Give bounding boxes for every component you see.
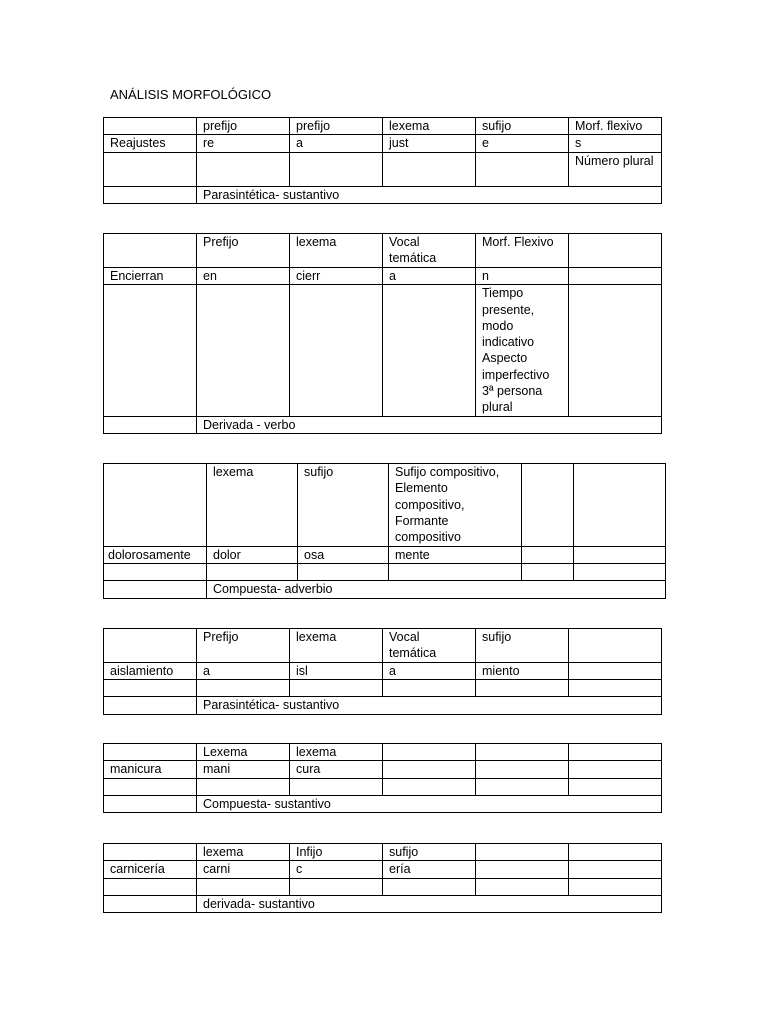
table-cell	[104, 878, 197, 895]
table-cell	[569, 680, 662, 697]
table-cell	[569, 844, 662, 861]
table-cell	[197, 152, 290, 186]
table-row	[104, 268, 662, 285]
table-cell	[383, 285, 476, 416]
table-cell: sufijo	[383, 844, 476, 861]
word-cell: Encierran	[104, 268, 197, 285]
table-cell	[104, 416, 197, 433]
table-cell	[574, 547, 666, 564]
table-cell: a	[197, 663, 290, 680]
table-cell	[522, 547, 574, 564]
classification-cell: Parasintética- sustantivo	[197, 697, 662, 714]
table-cell: mente	[389, 547, 522, 564]
table-cell: Sufijo compositivo, Elemento compositivo, Formante compositivo	[389, 464, 522, 547]
table-cell	[104, 795, 197, 812]
table-cell	[104, 285, 197, 416]
table-cell: sufijo	[298, 464, 389, 547]
table-row	[104, 416, 662, 433]
table-row	[104, 152, 662, 186]
table-cell: carni	[197, 861, 290, 878]
table-cell	[476, 844, 569, 861]
table-cell	[569, 761, 662, 778]
table-cell	[104, 581, 207, 598]
table-cell	[290, 778, 383, 795]
table-cell	[104, 118, 197, 135]
table-cell: isl	[290, 663, 383, 680]
table-cell: cura	[290, 761, 383, 778]
table-cell	[569, 744, 662, 761]
table-cell: lexema	[383, 118, 476, 135]
table-cell	[104, 186, 197, 203]
table-cell	[383, 878, 476, 895]
table-cell: Morf. flexivo	[569, 118, 662, 135]
table-cell	[476, 680, 569, 697]
table-row	[104, 861, 662, 878]
table-cell: Vocal temática	[383, 234, 476, 268]
table-row	[104, 895, 662, 912]
table-cell	[569, 268, 662, 285]
table-cell	[522, 564, 574, 581]
table-cell: en	[197, 268, 290, 285]
table-cell	[574, 464, 666, 547]
table-cell: Lexema	[197, 744, 290, 761]
table-cell	[290, 152, 383, 186]
table-cell	[104, 629, 197, 663]
table-cell: a	[290, 135, 383, 152]
table-cell	[383, 778, 476, 795]
table-cell: lexema	[207, 464, 298, 547]
table-cell	[290, 285, 383, 416]
table-cell: Prefijo	[197, 629, 290, 663]
table-cell	[197, 285, 290, 416]
table-row	[104, 186, 662, 203]
table-cell	[298, 564, 389, 581]
table-cell	[383, 680, 476, 697]
table-cell	[569, 861, 662, 878]
table-row	[104, 663, 662, 680]
table-cell: cierr	[290, 268, 383, 285]
table-cell: Morf. Flexivo	[476, 234, 569, 268]
table-cell	[197, 778, 290, 795]
table-cell: lexema	[197, 844, 290, 861]
table-cell	[104, 844, 197, 861]
table-cell	[104, 152, 197, 186]
table-cell	[207, 564, 298, 581]
table-cell: just	[383, 135, 476, 152]
table-cell: sufijo	[476, 118, 569, 135]
table-cell: dolor	[207, 547, 298, 564]
analysis-table-reajustes	[103, 117, 662, 204]
table-cell	[197, 680, 290, 697]
table-cell	[104, 564, 207, 581]
table-cell: n	[476, 268, 569, 285]
table-row	[104, 285, 662, 416]
table-row	[104, 761, 662, 778]
table-cell: Tiempo presente, modo indicativo Aspecto imperfectivo 3ª persona plural	[476, 285, 569, 416]
table-cell	[383, 761, 476, 778]
table-row	[104, 744, 662, 761]
table-cell	[569, 285, 662, 416]
table-cell: Vocal temática	[383, 629, 476, 663]
table-row	[104, 234, 662, 268]
table-cell	[574, 564, 666, 581]
word-cell: carnicería	[104, 861, 197, 878]
table-row	[104, 629, 662, 663]
table-cell	[383, 744, 476, 761]
analysis-table-carniceria	[103, 843, 662, 913]
table-cell	[476, 861, 569, 878]
table-cell: osa	[298, 547, 389, 564]
table-cell	[569, 234, 662, 268]
table-row	[104, 118, 662, 135]
table-cell	[197, 878, 290, 895]
table-cell	[569, 878, 662, 895]
table-cell	[569, 629, 662, 663]
table-cell: prefijo	[197, 118, 290, 135]
table-cell	[389, 564, 522, 581]
table-cell: e	[476, 135, 569, 152]
table-row	[104, 547, 666, 564]
table-cell	[383, 152, 476, 186]
classification-cell: Parasintética- sustantivo	[197, 186, 662, 203]
document-title: ANÁLISIS MORFOLÓGICO	[110, 87, 272, 102]
table-row	[104, 878, 662, 895]
table-cell	[104, 895, 197, 912]
table-cell	[476, 761, 569, 778]
classification-cell: Compuesta- sustantivo	[197, 795, 662, 812]
table-cell: lexema	[290, 234, 383, 268]
table-cell: re	[197, 135, 290, 152]
analysis-table-encierran	[103, 233, 662, 434]
table-row	[104, 778, 662, 795]
word-cell: aislamiento	[104, 663, 197, 680]
table-cell: a	[383, 268, 476, 285]
table-cell: lexema	[290, 744, 383, 761]
table-row	[104, 697, 662, 714]
table-cell: Número plural	[569, 152, 662, 186]
table-cell	[104, 744, 197, 761]
analysis-table-manicura	[103, 743, 662, 813]
table-row	[104, 135, 662, 152]
table-cell	[476, 778, 569, 795]
table-cell	[104, 697, 197, 714]
table-cell	[569, 778, 662, 795]
table-row	[104, 464, 666, 547]
table-row	[104, 581, 666, 598]
word-cell: dolorosamente	[104, 547, 207, 564]
table-cell: ería	[383, 861, 476, 878]
table-cell	[476, 878, 569, 895]
classification-cell: derivada- sustantivo	[197, 895, 662, 912]
table-cell	[104, 464, 207, 547]
table-cell: miento	[476, 663, 569, 680]
table-cell	[476, 152, 569, 186]
table-cell: lexema	[290, 629, 383, 663]
table-cell	[104, 778, 197, 795]
table-cell: Infijo	[290, 844, 383, 861]
table-row	[104, 564, 666, 581]
table-cell	[104, 234, 197, 268]
table-cell: a	[383, 663, 476, 680]
table-cell	[522, 464, 574, 547]
table-cell: Prefijo	[197, 234, 290, 268]
table-cell	[290, 680, 383, 697]
table-cell	[290, 878, 383, 895]
word-cell: manicura	[104, 761, 197, 778]
word-cell: Reajustes	[104, 135, 197, 152]
classification-cell: Compuesta- adverbio	[207, 581, 666, 598]
table-cell	[569, 663, 662, 680]
table-cell: sufijo	[476, 629, 569, 663]
table-cell	[476, 744, 569, 761]
table-cell: c	[290, 861, 383, 878]
classification-cell: Derivada - verbo	[197, 416, 662, 433]
table-row	[104, 680, 662, 697]
table-cell	[104, 680, 197, 697]
table-cell: mani	[197, 761, 290, 778]
table-cell: prefijo	[290, 118, 383, 135]
table-cell: s	[569, 135, 662, 152]
analysis-table-aislamiento	[103, 628, 662, 715]
analysis-table-dolorosamente	[103, 463, 666, 599]
table-row	[104, 844, 662, 861]
table-row	[104, 795, 662, 812]
